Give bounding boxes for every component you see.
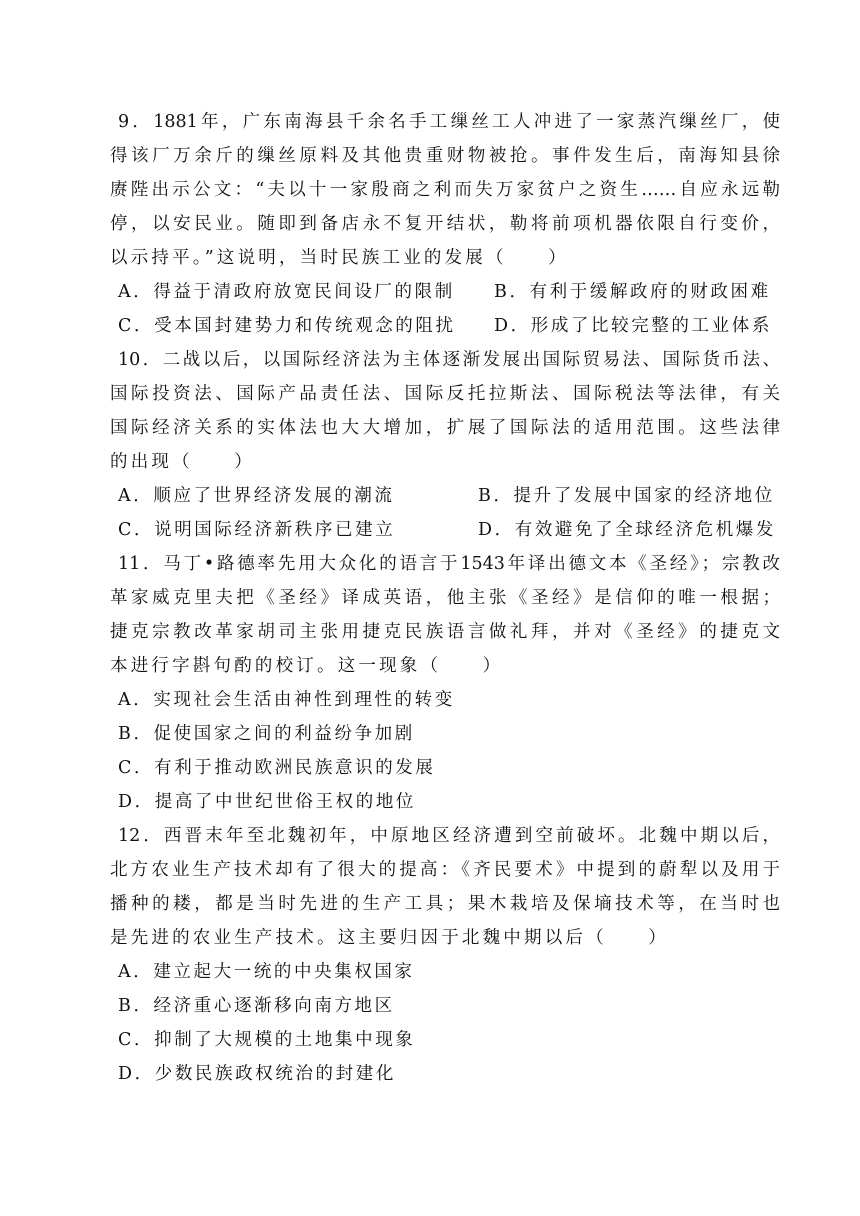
option-c[interactable]: C．受本国封建势力和传统观念的阻扰 — [118, 316, 456, 336]
option-a[interactable]: A．建立起大一统的中央集权国家 — [118, 962, 415, 982]
option-b[interactable]: B．经济重心逐渐移向南方地区 — [118, 996, 395, 1016]
question-text-line: 11．马丁•路德率先用大众化的语言于1543年译出德文本《圣经》；宗教改 — [118, 554, 780, 574]
question-text-line: 国际经济关系的实体法也大大增加，扩展了国际法的适用范围。这些法律 — [110, 418, 780, 438]
question-text-line: 以示持平。”这说明，当时民族工业的发展（ ） — [110, 248, 569, 268]
question-text-line: 的出现（ ） — [110, 452, 255, 472]
question-text-line: 国际投资法、国际产品责任法、国际反托拉斯法、国际税法等法律，有关 — [110, 384, 780, 404]
question-text-line: 10．二战以后，以国际经济法为主体逐渐发展出国际贸易法、国际货币法、 — [118, 350, 780, 370]
option-c[interactable]: C．抑制了大规模的土地集中现象 — [118, 1030, 416, 1050]
option-d[interactable]: D．有效避免了全球经济危机爆发 — [478, 520, 777, 540]
option-d[interactable]: D．少数民族政权统治的封建化 — [118, 1064, 396, 1084]
option-a[interactable]: A．得益于清政府放宽民间设厂的限制 — [118, 282, 455, 302]
option-b[interactable]: B．有利于缓解政府的财政困难 — [494, 282, 771, 302]
question-text-line: 赓陛出示公文：“夫以十一家殷商之利而失万家贫户之资生……自应永远勒 — [110, 180, 780, 200]
question-text-line: 停，以安民业。随即到备店永不复开结状，勒将前项机器依限自行变价， — [110, 214, 780, 234]
option-c[interactable]: C．说明国际经济新秩序已建立 — [118, 520, 396, 540]
question-text-line: 播种的耧，都是当时先进的生产工具；果木栽培及保墒技术等，在当时也 — [110, 894, 780, 914]
option-a[interactable]: A．顺应了世界经济发展的潮流 — [118, 486, 395, 506]
question-text-line: 革家威克里夫把《圣经》译成英语，他主张《圣经》是信仰的唯一根据； — [110, 588, 780, 608]
question-text-line: 是先进的农业生产技术。这主要归因于北魏中期以后（ ） — [110, 928, 669, 948]
option-d[interactable]: D．形成了比较完整的工业体系 — [494, 316, 772, 336]
question-text-line: 得该厂万余斤的缫丝原料及其他贵重财物被抢。事件发生后，南海知县徐 — [110, 146, 780, 166]
option-d[interactable]: D．提高了中世纪世俗王权的地位 — [118, 792, 417, 812]
question-text-line: 捷克宗教改革家胡司主张用捷克民族语言做礼拜，并对《圣经》的捷克文 — [110, 622, 780, 642]
question-text-line: 12．西晋末年至北魏初年，中原地区经济遭到空前破坏。北魏中期以后， — [118, 826, 780, 846]
question-text-line: 本进行字斟句酌的校订。这一现象（ ） — [110, 656, 504, 676]
question-text-line: 9．1881年，广东南海县千余名手工缫丝工人冲进了一家蒸汽缫丝厂，使 — [118, 112, 780, 132]
option-b[interactable]: B．提升了发展中国家的经济地位 — [478, 486, 775, 506]
option-c[interactable]: C．有利于推动欧洲民族意识的发展 — [118, 758, 436, 778]
question-text-line: 北方农业生产技术却有了很大的提高：《齐民要术》中提到的蔚犁以及用于 — [110, 860, 780, 880]
option-b[interactable]: B．促使国家之间的利益纷争加剧 — [118, 724, 415, 744]
option-a[interactable]: A．实现社会生活由神性到理性的转变 — [118, 690, 455, 710]
